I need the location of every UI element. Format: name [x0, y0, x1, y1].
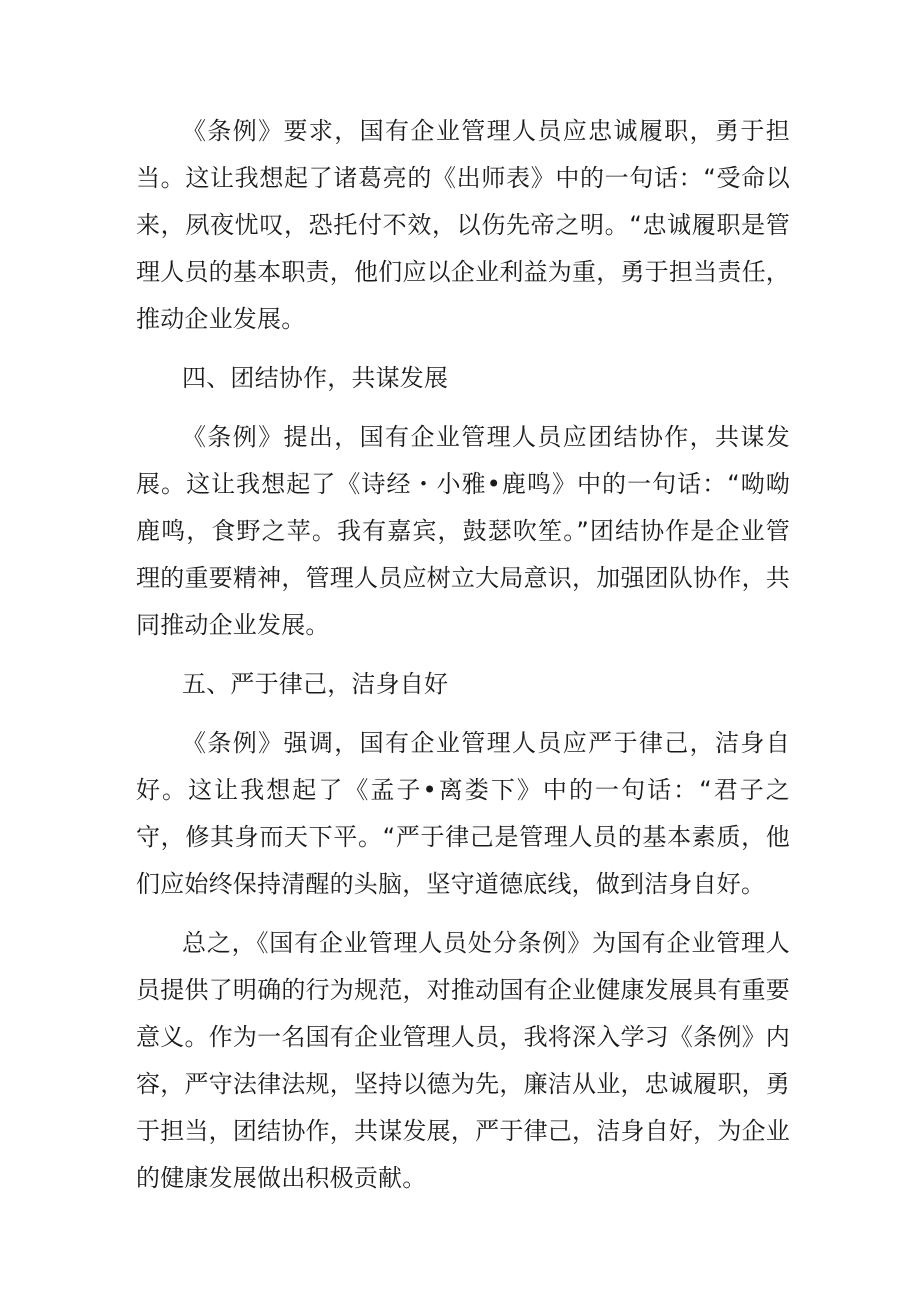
paragraph-conclusion: 总之，《国有企业管理人员处分条例》为国有企业管理人员提供了明确的行为规范，对推动国有企业健康发展具有重要意义。作为一名国有企业管理人员，我将深入学习《条例》内容，严守法律法规，坚持以德为先，廉洁从业，忠诚履职，勇于担当，团结协作，共谋发展，严于律己，洁身自好，为企业的健康发展做出积极贡献。: [136, 929, 790, 1192]
paragraph-teamwork: 《条例》提出，国有企业管理人员应团结协作，共谋发展。这让我想起了《诗经・小雅•鹿鸣》中的一句话：“呦呦鹿鸣，食野之苹。我有嘉宾，鼓瑟吹笙。”团结协作是企业管理的重要精神，管理人员应树立大局意识，加强团队协作，共同推动企业发展。: [136, 423, 790, 639]
document-body: [136, 108, 790, 1214]
paragraph-loyal-duty: 《条例》要求，国有企业管理人员应忠诚履职，勇于担当。这让我想起了诸葛亮的《出师表》中的一句话：“受命以来，夙夜忧叹，恐托付不效，以伤先帝之明。“忠诚履职是管理人员的基本职责，他们应以企业利益为重，勇于担当责任，推动企业发展。: [136, 117, 790, 333]
section-heading-5: 五、严于律己，洁身自好: [182, 670, 449, 698]
paragraph-self-discipline: 《条例》强调，国有企业管理人员应严于律己，洁身自好。这让我想起了《孟子•离娄下》中的一句话：“君子之守，修其身而天下平。“严于律己是管理人员的基本素质，他们应始终保持清醒的头脑，坚守道德底线，做到洁身自好。: [136, 729, 790, 898]
section-heading-4: 四、团结协作，共谋发展: [182, 364, 449, 392]
